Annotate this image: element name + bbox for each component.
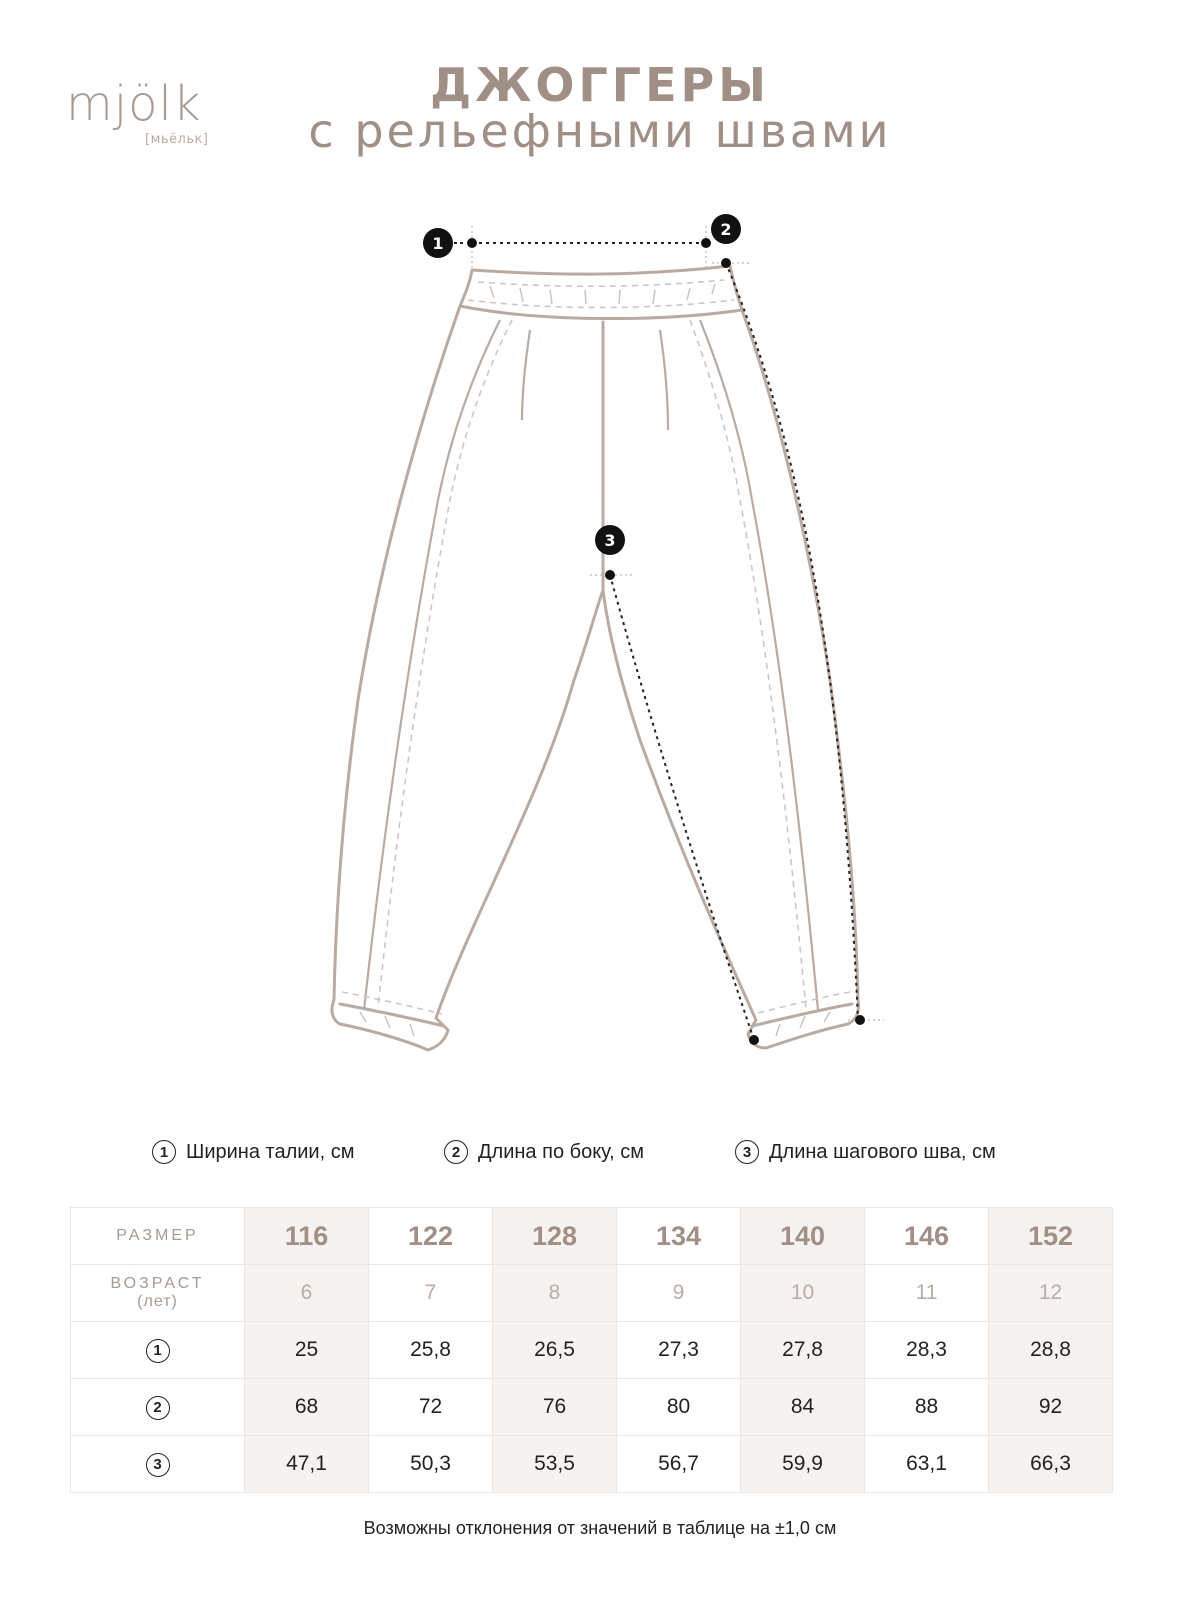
value-cell: 50,3 bbox=[369, 1436, 493, 1493]
row-number-1: 1 bbox=[146, 1339, 170, 1363]
table-row-size bbox=[71, 1208, 1113, 1265]
legend-number-1: 1 bbox=[152, 1140, 176, 1164]
legend-number-3: 3 bbox=[735, 1140, 759, 1164]
waistband-stitch-top bbox=[478, 280, 724, 286]
value-cell: 47,1 bbox=[245, 1436, 369, 1493]
value-cell: 25 bbox=[245, 1322, 369, 1379]
size-chart-table bbox=[70, 1207, 1113, 1493]
value-cell: 66,3 bbox=[989, 1436, 1113, 1493]
table-row-inseam bbox=[71, 1436, 1113, 1493]
table-row-waist bbox=[71, 1322, 1113, 1379]
waistband-gathers bbox=[490, 284, 715, 304]
left-relief-seam bbox=[364, 320, 500, 1010]
age-cell: 8 bbox=[493, 1265, 617, 1322]
left-cuff bbox=[340, 1004, 444, 1026]
age-row-header bbox=[71, 1265, 245, 1322]
marker-badge-2 bbox=[711, 214, 741, 244]
waistband-outline bbox=[460, 266, 742, 319]
marker-label-3: 3 bbox=[604, 531, 616, 550]
side-row-header bbox=[71, 1379, 245, 1436]
marker-badge-1 bbox=[423, 228, 453, 258]
row-number-3: 3 bbox=[146, 1453, 170, 1477]
value-cell: 92 bbox=[989, 1379, 1113, 1436]
value-cell: 84 bbox=[741, 1379, 865, 1436]
value-cell: 53,5 bbox=[493, 1436, 617, 1493]
value-cell: 27,8 bbox=[741, 1322, 865, 1379]
inseam-row-header bbox=[71, 1436, 245, 1493]
size-cell: 128 bbox=[493, 1208, 617, 1265]
age-unit: (лет) bbox=[137, 1293, 178, 1310]
value-cell: 72 bbox=[369, 1379, 493, 1436]
measure-side-length bbox=[726, 263, 858, 1020]
size-row-header: РАЗМЕР bbox=[71, 1208, 245, 1265]
right-cuff-stitch bbox=[754, 992, 850, 1014]
right-pocket-tuck bbox=[660, 330, 668, 430]
value-cell: 28,3 bbox=[865, 1322, 989, 1379]
measurement-legend bbox=[0, 1140, 1200, 1180]
value-cell: 80 bbox=[617, 1379, 741, 1436]
value-cell: 26,5 bbox=[493, 1322, 617, 1379]
age-cell: 10 bbox=[741, 1265, 865, 1322]
value-cell: 68 bbox=[245, 1379, 369, 1436]
waistband-stitch-bottom bbox=[468, 300, 734, 308]
value-cell: 56,7 bbox=[617, 1436, 741, 1493]
brand-logo bbox=[66, 76, 216, 160]
legend-item-inseam bbox=[735, 1140, 996, 1164]
waist-row-header bbox=[71, 1322, 245, 1379]
legend-number-2: 2 bbox=[444, 1140, 468, 1164]
value-cell: 27,3 bbox=[617, 1322, 741, 1379]
joggers-technical-drawing bbox=[0, 200, 1200, 1100]
left-cuff-gathers bbox=[360, 1012, 414, 1036]
age-cell: 9 bbox=[617, 1265, 741, 1322]
table-row-age bbox=[71, 1265, 1113, 1322]
value-cell: 76 bbox=[493, 1379, 617, 1436]
size-cell: 122 bbox=[369, 1208, 493, 1265]
table-row-side bbox=[71, 1379, 1113, 1436]
right-relief-seam bbox=[700, 320, 818, 1010]
legend-label-inseam: Длина шагового шва, см bbox=[769, 1140, 996, 1163]
size-cell: 116 bbox=[245, 1208, 369, 1265]
size-cell: 140 bbox=[741, 1208, 865, 1265]
tolerance-footnote: Возможны отклонения от значений в таблице на ±1,0 см bbox=[363, 1518, 837, 1538]
left-pocket-tuck bbox=[522, 330, 530, 420]
right-relief-stitch bbox=[690, 320, 806, 1008]
row-number-2: 2 bbox=[146, 1396, 170, 1420]
size-cell: 152 bbox=[989, 1208, 1113, 1265]
age-cell: 7 bbox=[369, 1265, 493, 1322]
page-subtitle: с рельефными швами bbox=[308, 104, 892, 158]
age-label: ВОЗРАСТ bbox=[110, 1275, 205, 1293]
age-cell: 11 bbox=[865, 1265, 989, 1322]
legend-label-side: Длина по боку, см bbox=[478, 1140, 645, 1163]
brand-name: mjölk bbox=[66, 76, 202, 132]
brand-pronunciation: [мьёльк] bbox=[145, 132, 209, 147]
page-title: ДЖОГГЕРЫ bbox=[430, 58, 770, 112]
value-cell: 88 bbox=[865, 1379, 989, 1436]
legend-label-waist: Ширина талии, см bbox=[186, 1140, 355, 1163]
value-cell: 28,8 bbox=[989, 1322, 1113, 1379]
age-cell: 6 bbox=[245, 1265, 369, 1322]
right-leg-outline bbox=[603, 310, 859, 1048]
marker-label-2: 2 bbox=[720, 220, 732, 239]
size-cell: 146 bbox=[865, 1208, 989, 1265]
marker-label-1: 1 bbox=[432, 234, 444, 253]
left-relief-stitch bbox=[378, 320, 512, 1008]
size-cell: 134 bbox=[617, 1208, 741, 1265]
age-cell: 12 bbox=[989, 1265, 1113, 1322]
legend-item-waist bbox=[152, 1140, 354, 1164]
left-cuff-stitch bbox=[342, 992, 442, 1014]
value-cell: 63,1 bbox=[865, 1436, 989, 1493]
value-cell: 59,9 bbox=[741, 1436, 865, 1493]
legend-item-side bbox=[444, 1140, 644, 1164]
value-cell: 25,8 bbox=[369, 1322, 493, 1379]
marker-badge-3 bbox=[595, 525, 625, 555]
